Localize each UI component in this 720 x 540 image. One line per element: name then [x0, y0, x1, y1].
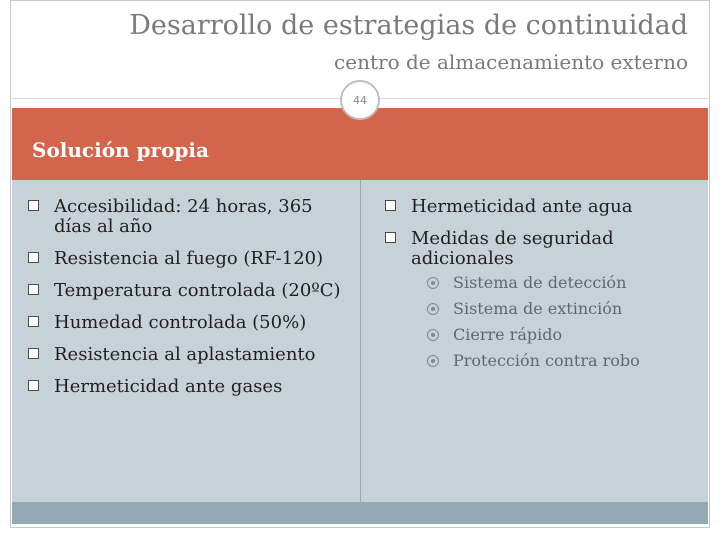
list-item: [28, 249, 348, 269]
square-bullet-icon: [28, 380, 39, 391]
sub-list-item: [425, 273, 705, 293]
page-number: 44: [353, 93, 367, 107]
list-item-text: Medidas de seguridad adicionales: [411, 228, 614, 269]
list-item: [385, 197, 705, 217]
list-item-text: Temperatura controlada (20ºC): [54, 280, 341, 301]
list-item-text: Resistencia al fuego (RF-120): [54, 248, 324, 269]
sub-list-item: [425, 299, 705, 319]
sub-list-item: [425, 325, 705, 345]
list-item: [28, 281, 348, 301]
right-column: [385, 197, 705, 383]
square-bullet-icon: [28, 252, 39, 263]
list-item: [28, 197, 348, 237]
sub-list-item-text: Sistema de extinción: [453, 299, 623, 318]
left-bullet-list: [28, 197, 348, 397]
square-bullet-icon: [28, 284, 39, 295]
circle-bullet-icon: [427, 329, 439, 341]
list-item-text: Accesibilidad: 24 horas, 365 días al año: [54, 196, 313, 237]
section-title: Solución propia: [32, 138, 209, 162]
footer-bar: [12, 502, 708, 524]
list-item-text: Hermeticidad ante gases: [54, 376, 283, 397]
page-number-badge: [340, 80, 380, 120]
list-item: [28, 345, 348, 365]
square-bullet-icon: [28, 316, 39, 327]
square-bullet-icon: [385, 232, 396, 243]
list-item: [28, 313, 348, 333]
sub-bullet-list: [425, 273, 705, 371]
sub-list-item-text: Protección contra robo: [453, 351, 640, 370]
square-bullet-icon: [28, 348, 39, 359]
square-bullet-icon: [385, 200, 396, 211]
list-item: [28, 377, 348, 397]
sub-list-item-text: Cierre rápido: [453, 325, 563, 344]
list-item-text: Hermeticidad ante agua: [411, 196, 633, 217]
sub-list-item: [425, 351, 705, 371]
slide-title: Desarrollo de estrategias de continuidad: [129, 10, 688, 41]
square-bullet-icon: [28, 200, 39, 211]
circle-bullet-icon: [427, 355, 439, 367]
list-item-text: Humedad controlada (50%): [54, 312, 307, 333]
right-bullet-list: [385, 197, 705, 371]
column-divider: [360, 180, 361, 502]
circle-bullet-icon: [427, 277, 439, 289]
circle-bullet-icon: [427, 303, 439, 315]
sub-list-item-text: Sistema de detección: [453, 273, 627, 292]
list-item-text: Resistencia al aplastamiento: [54, 344, 316, 365]
slide-subtitle: centro de almacenamiento externo: [334, 50, 688, 74]
left-column: [28, 197, 348, 409]
list-item: [385, 229, 705, 371]
